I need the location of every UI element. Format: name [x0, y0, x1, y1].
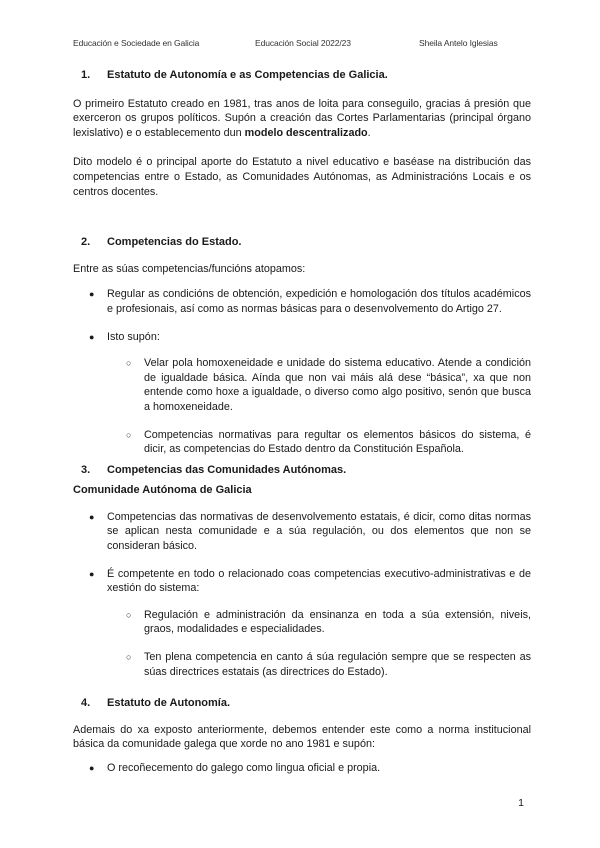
paragraph: Dito modelo é o principal aporte do Estatuto a nivel educativo e baséase na distribución das competencias entre o Estado, as Comunidades Autónomas, as Administracións Locais e os centros docentes.	[73, 156, 531, 198]
sub-list-item	[107, 428, 531, 457]
bullet-list	[73, 287, 531, 456]
paragraph-text: .	[367, 126, 371, 139]
list-item-text: Regular as condicións de obtención, expedición e homologación dos títulos académicos e profesionais, así como as normas básicas para o desenvolvemento do Artigo 27.	[107, 288, 531, 315]
bold-term: modelo descentralizado	[244, 126, 368, 139]
sub-bullet-list	[107, 608, 531, 679]
circle-bullet-icon: ○	[126, 609, 132, 620]
section-number: 3.	[81, 463, 91, 476]
sub-list-item-text: Competencias normativas para regultar os elementos básicos do sistema, é dicir, as competencias do Estado dentro da Constitución Española.	[144, 428, 531, 456]
list-item-text: Competencias das normativas de desenvolvemento estatais, é dicir, como ditas normas se aplican nesta comunidade e a súa regulación, ou dos elementos que non se consideran básico.	[107, 510, 531, 553]
section-3-heading	[73, 463, 531, 478]
section-4-heading	[73, 696, 531, 711]
bullet-icon: ●	[89, 289, 95, 300]
bullet-icon: ●	[89, 568, 95, 579]
list-item-text: O recoñecemento do galego como lingua oficial e propia.	[107, 762, 381, 774]
page-number: 1	[518, 797, 524, 809]
section-title: Competencias das Comunidades Autónomas.	[107, 463, 347, 476]
section-title: Estatuto de Autonomía.	[107, 697, 231, 710]
bullet-list	[73, 761, 531, 776]
document-body	[73, 68, 531, 776]
list-item	[73, 287, 531, 316]
list-item	[73, 510, 531, 554]
section-title: Estatuto de Autonomía e as Competencias de Galicia.	[107, 69, 388, 81]
sub-list-item	[107, 650, 531, 679]
sub-list-item-text: Velar pola homoxeneidade e unidade do sistema educativo. Atende a condición de igualdade básica. Aínda que non vai máis alá dese “básica”, xa que non entende como hoxe a igualdade, o diverso como algo positivo, senón que busca a homoxeneidade.	[144, 357, 531, 413]
header-course: Educación e Sociedade en Galicia	[73, 38, 200, 48]
sub-bullet-list	[107, 356, 531, 457]
bullet-icon: ●	[89, 511, 95, 522]
sub-list-item-text: Ten plena competencia en canto á súa regulación sempre que se respecten as súas directrices estatais (as directrices do Estado).	[144, 651, 531, 678]
paragraph: Ademais do xa exposto anteriormente, debemos entender este como a norma institucional básica da comunidade galega que xorde no ano 1981 e supón:	[73, 723, 531, 751]
paragraph-text: O primeiro Estatuto creado en 1981, tras anos de loita para conseguilo, gracias á presión que exerceron os grupos políticos. Supón a creación das Cortes Parlamentarias (principal órgano lexislativo) e o establecemento dun	[73, 97, 531, 139]
section-number: 2.	[81, 236, 91, 249]
sub-list-item-text: Regulación e administración da ensinanza en toda a súa extensión, niveis, graos, modalidades e especialidades.	[144, 608, 531, 636]
subsection-title: Comunidade Autónoma de Galicia	[73, 484, 252, 497]
section-number: 4.	[81, 697, 91, 710]
circle-bullet-icon: ○	[126, 652, 132, 663]
sub-list-item	[107, 356, 531, 414]
header-degree: Educación Social 2022/23	[255, 38, 351, 48]
list-item	[73, 567, 531, 680]
paragraph	[73, 97, 531, 141]
list-item	[73, 330, 531, 457]
list-item	[73, 761, 531, 776]
circle-bullet-icon: ○	[126, 358, 132, 369]
section-1-heading	[73, 68, 531, 83]
section-title: Competencias do Estado.	[107, 236, 242, 249]
list-item-text: É competente en todo o relacionado coas competencias executivo-administrativas e de xestión do sistema:	[107, 567, 531, 595]
circle-bullet-icon: ○	[126, 429, 132, 440]
list-item-text: Isto supón:	[107, 330, 160, 343]
bullet-icon: ●	[89, 331, 95, 342]
section-2-heading	[73, 235, 531, 250]
bullet-list	[73, 510, 531, 679]
paragraph: Entre as súas competencias/funcións atopamos:	[73, 262, 306, 275]
bullet-icon: ●	[89, 763, 95, 773]
section-number: 1.	[81, 69, 91, 81]
sub-list-item	[107, 608, 531, 637]
header-author: Sheila Antelo Iglesias	[419, 38, 498, 48]
